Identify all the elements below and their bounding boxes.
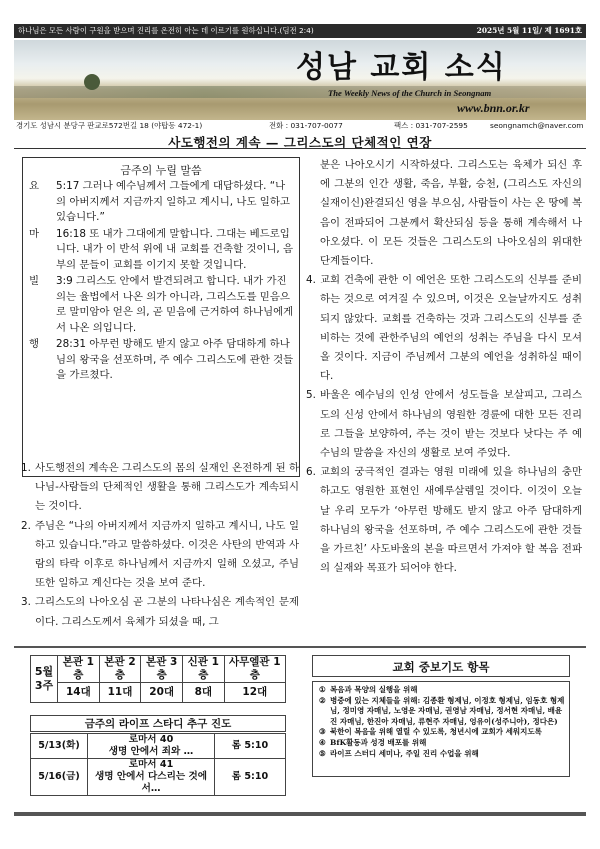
tree-icon <box>84 74 100 90</box>
study-reference: 롬 5:10 <box>215 734 286 759</box>
list-item <box>319 685 565 696</box>
hall-name: 신관 1층 <box>183 656 225 683</box>
verse-box <box>22 157 300 477</box>
point-number: 1. <box>21 462 31 474</box>
table-row <box>31 759 286 796</box>
prayer-number: ⑤ <box>319 748 326 758</box>
point-text: 바울은 예수님의 인성 안에서 성도들을 보살피고, 그리스도의 신성 안에서 하나님의 영원한 경륜에 대한 모든 진리로 그들을 보양하여, 주는 것이 받는 것보다 낫다는 주 예수님의 말씀을 자신의 생활로 보여 주었다. <box>320 389 582 460</box>
study-lesson <box>88 734 215 759</box>
lesson-subtitle: 생명 안에서 다스리는 것에서… <box>95 771 207 794</box>
prayer-number: ④ <box>319 737 326 747</box>
list-item <box>319 727 565 738</box>
point-text: 교회의 궁극적인 결과는 영원 미래에 있을 하나님의 충만하고도 영원한 표현인 새예루살렘일 것이다. 이것이 오늘날 우리 모두가 ‘아무런 방해도 받지 않고 아주 담대하게 하나님의 왕국을 선포하며, 주 예수 그리스도에 관한 것들을 가르친’ 사도바울의 본을 따르면서 가져야 할 복음 전파의 실재와 목표가 되어야 한다. <box>320 466 582 575</box>
study-table <box>30 733 286 796</box>
hall-name: 본관 3층 <box>141 656 183 683</box>
article-right-column <box>306 156 582 578</box>
article-point <box>306 386 582 463</box>
hall-count: 11대 <box>99 683 141 703</box>
verse-item <box>23 337 299 384</box>
verse-box-title: 금주의 누릴 말씀 <box>120 164 202 177</box>
newsletter-subtitle: The Weekly News of the Church in Seongnam <box>328 88 492 98</box>
verse-book: 빌 <box>29 275 40 287</box>
prayer-number: ① <box>319 685 326 694</box>
point-number: 2. <box>21 519 31 532</box>
point-text: 주님은 “나의 아버지께서 지금까지 일하고 계시니, 나도 일하고 있습니다.”라고 말씀하셨다. 이것은 사탄의 반역과 사람의 타락 이후로 하나님께서 지금까지 일해 오셨고, 주님 또한 일하고 계신다는 것을 보여 준다. <box>35 519 299 590</box>
hall-name: 본관 1층 <box>58 656 100 683</box>
point-number: 5. <box>306 389 316 402</box>
article-title: 사도행전의 계속 — 그리스도의 단체적인 연장 <box>168 135 432 150</box>
verse-text: 3:9 그리스도 안에서 발견되려고 합니다. 내가 가진 의는 율법에서 나온 의가 아니라, 그리스도를 믿음으로 말미암아 얻은 의, 곧 믿음에 근거하여 하나님에게서 나온 의입니다. <box>56 275 294 334</box>
prayer-number: ③ <box>319 727 326 737</box>
list-item <box>319 749 565 760</box>
title-divider <box>14 148 586 149</box>
hall-name: 사무엘관 1층 <box>224 656 285 683</box>
article-left-column <box>21 459 299 632</box>
verse-text: 5:17 그러나 예수님께서 그들에게 대답하셨다. “나의 아버지께서 지금까지 일하고 계시니, 나도 일하고 있습니다.” <box>56 180 290 223</box>
verse-book: 행 <box>29 338 40 350</box>
point-text: 교회 건축에 관한 이 예언은 또한 그리스도의 신부를 준비하는 것으로 여겨질 수 있으며, 이것은 오늘날까지도 성취되지 않았다. 교회를 건축하는 것과 그리스도의 신부를 준비하는 것에 관한주님의 예언의 성취는 주님을 다시 모셔 올 것이다. 지금이 주님께서 그분의 예언을 성취하실 때이다. <box>320 274 582 383</box>
prayer-number: ② <box>319 695 326 705</box>
hall-count: 20대 <box>141 683 183 703</box>
point-text: 분은 나아오시기 시작하셨다. 그리스도는 육체가 되신 후에 그분의 인간 생활, 죽음, 부활, 승천, (그리스도 자신의 실재이신)완결되신 영을 부으심, 사람들이 사는 온 땅에 복음이 전파되어 그분께서 확산되심 등을 통해 계속해서 나아오셨다. 이 모든 것들은 그리스도의 나아오심의 위대한 단계들이다. <box>320 159 582 268</box>
newsletter-title: 성남 교회 소식 <box>296 50 507 85</box>
schedule-date: 5월 3주 <box>31 656 58 703</box>
hall-name: 본관 2층 <box>99 656 141 683</box>
prayer-text: BfK활동과 성경 배포를 위해 <box>330 737 427 747</box>
prayer-title: 교회 중보기도 항목 <box>312 655 570 677</box>
point-number: 6. <box>306 466 316 479</box>
hall-schedule-table <box>30 655 286 703</box>
article-point <box>306 271 582 386</box>
table-row <box>31 734 286 759</box>
article-point <box>21 593 299 631</box>
verse-item <box>23 274 299 336</box>
list-item <box>319 696 565 728</box>
website-link[interactable]: www.bnn.or.kr <box>457 101 530 115</box>
study-date: 5/13(화) <box>31 734 88 759</box>
section-divider <box>14 646 586 648</box>
point-text: 사도행전의 계속은 그리스도의 몸의 실재인 온전하게 된 하나님-사람들의 단체적인 생활을 통해 그리스도가 계속되시는 것이다. <box>35 462 300 513</box>
prayer-text: 복음과 목양의 실행을 위해 <box>330 685 418 694</box>
prayer-text: 북한이 복음을 위해 열릴 수 있도록, 청년시에 교회가 세워지도록 <box>330 727 542 737</box>
lesson-subtitle: 생명 안에서 죄와 … <box>108 746 194 757</box>
verse-text: 16:18 또 내가 그대에게 말합니다. 그대는 베드로입니다. 내가 이 반석 위에 내 교회를 건축할 것이니, 음부의 문들이 교회를 이기지 못할 것입니다. <box>56 227 294 271</box>
motto-bar <box>14 24 586 38</box>
point-text: 그리스도의 나아오심 곧 그분의 나타나심은 계속적인 문제이다. 그리스도께서 육체가 되셨을 때, 그 <box>35 596 299 628</box>
prayer-text: 병중에 있는 지체들을 위해: 김종환 형제님, 이정호 형제님, 임동호 형제님, 정미영 자매님, 노영운 자매님, 권영남 자매님, 정서현 자매님, 배윤진 자매님, 한진아 자매님, 류현주 자매님, 엉유이(성주니아), 정다은) <box>330 695 565 726</box>
prayer-list <box>312 681 570 777</box>
verse-book: 마 <box>29 227 40 240</box>
point-number: 3. <box>21 596 31 609</box>
list-item <box>319 738 565 749</box>
verse-item <box>23 227 299 274</box>
study-lesson <box>88 759 215 796</box>
fax-number: 팩스 : 031-707-2595 <box>394 121 468 130</box>
lesson-title: 로마서 41 <box>128 759 174 770</box>
church-address: 경기도 성남시 분당구 판교로572번길 18 (야탑동 472-1) <box>16 121 203 130</box>
table-row <box>31 683 286 703</box>
verse-book: 요 <box>29 180 40 192</box>
study-reference: 롬 5:10 <box>215 759 286 796</box>
article-point <box>306 463 582 578</box>
field-image <box>14 86 586 98</box>
prayer-text: 라이프 스터디 세미나, 주일 진리 수업을 위해 <box>330 748 479 758</box>
table-row <box>31 656 286 683</box>
verse-item <box>23 179 299 226</box>
hall-count: 14대 <box>58 683 100 703</box>
article-point <box>21 459 299 517</box>
article-point <box>21 517 299 594</box>
verse-text: 28:31 아무런 방해도 받지 않고 아주 담대하게 하나님의 왕국을 선포하며, 주 예수 그리스도에 관한 것들을 가르쳤다. <box>56 338 294 381</box>
study-title: 금주의 라이프 스타디 추구 진도 <box>30 715 286 732</box>
article-point-continuation <box>306 156 582 271</box>
contact-line <box>14 121 586 131</box>
motto-text: 하나님은 모든 사람이 구원을 받으며 진리를 온전히 아는 데 이르기를 원하십니다.(딤전 2:4) <box>18 26 314 35</box>
issue-number: 2025년 5월 11일/ 제 1691호 <box>476 26 582 35</box>
study-date: 5/16(금) <box>31 759 88 796</box>
footer-divider <box>14 812 586 816</box>
lesson-title: 로마서 40 <box>128 734 174 745</box>
hall-count: 8대 <box>183 683 225 703</box>
hall-count: 12대 <box>224 683 285 703</box>
phone-number: 전화 : 031-707-0077 <box>269 121 343 130</box>
email-link[interactable]: seongnamch@naver.com <box>490 121 584 130</box>
point-number: 4. <box>306 274 316 287</box>
